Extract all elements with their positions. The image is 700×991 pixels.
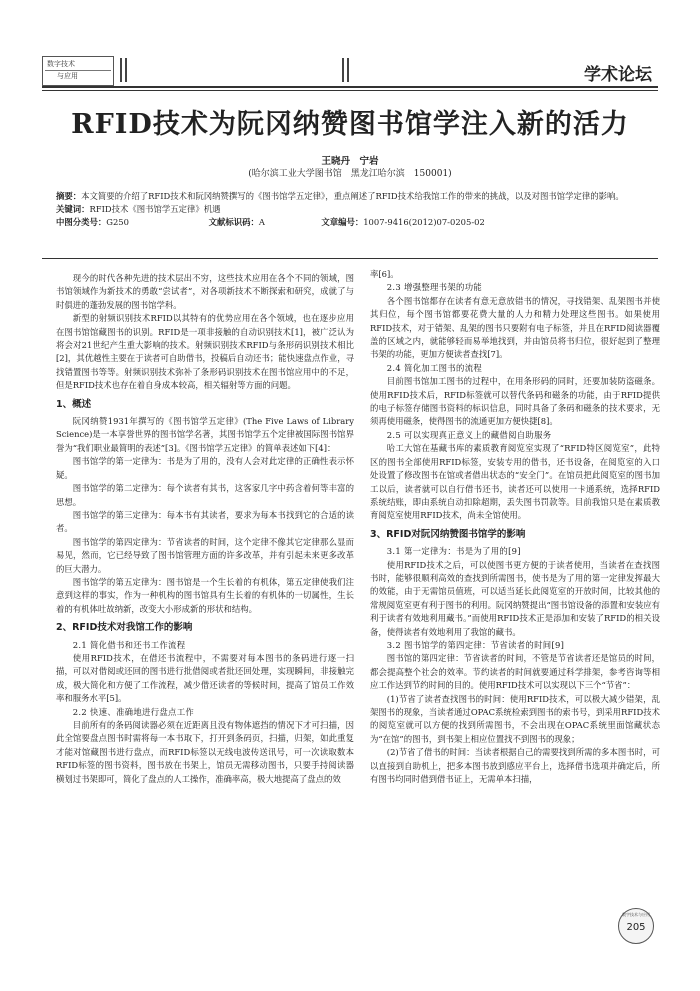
subsection-heading: 3.2 图书馆学的第四定律：节省读者的时间[9] <box>386 639 565 650</box>
paragraph: 目前图书馆加工图书的过程中，在用条形码的同时，还要加装防盗磁条。使用RFID技术后，RFID标签就可以替代条码和磁条的功能，由于RFID提供的电子标签存储图书资料的标识信息，同时具备了条码和磁条的技术要求，无须再使用磁条，使得图书的流通更加方便快捷[8]。 <box>370 376 660 427</box>
subsection-heading: 2.5 可以实现真正意义上的藏借阅自助服务 <box>386 429 552 440</box>
left-column <box>56 272 354 786</box>
subsection-heading: 2.1 简化借书和还书工作流程 <box>72 639 186 650</box>
paragraph: 使用RFID技术，在借还书流程中，不需要对每本图书的条码进行逐一扫描，可以对借阅或还回的图书进行批借阅或者批还回处理，实现瞬间，非接触完成，极大简化和方便了工作流程，减少借还读者的等候时间，提高了馆员工作效率和服务水平[5]。 <box>56 652 354 704</box>
paragraph: 图书馆学的第二定律为：每个读者有其书，这客家几字中药含着何等丰富的思想。 <box>56 483 354 507</box>
page-number-badge <box>618 908 654 944</box>
article-title: RFID技术为阮冈纳赞图书馆学注入新的活力 <box>71 109 629 140</box>
paragraph: 图书馆的第四定律：节省读者的时间，不管是节省读者还是馆员的时间，都会提高整个社会的效率。节约读者的时间就要通过科学排架，参考咨询等相应工作达到节约时间的目的。使用RFID技术可以实现以下三个“节省”： <box>370 653 660 691</box>
meta-divider <box>42 258 658 259</box>
right-column <box>370 268 660 786</box>
logo-line2: 与应用 <box>57 72 78 80</box>
header-rule <box>42 86 658 88</box>
paragraph: 哈工大馆在基藏书库的素质教育阅览室实现了“RFID特区阅览室”，此特区的图书全部使用RFID标签，安装专用的借书，还书设备，在阅览室的入口处设置了修改图书在馆或者借出状态的“安全门”。在馆员把此阅览室的图书加工以后，读者就可以自行借书还书，读者还可以使用一卡通系统，选择RFID系统结账，即由系统自动扣除超期，丢失图书罚款等。目前我馆只是在素质教育阅览室使用RFID技术，尚未全馆使用。 <box>370 443 660 521</box>
page-number: 205 <box>626 922 646 933</box>
section-heading: 1、概述 <box>56 398 92 410</box>
paragraph: 新型的射频识别技术RFID以其特有的优势应用在各个领域，也在逐步应用在图书馆馆藏图书的识别。RFID是一项非接触的自动识别技术[1]，被广泛认为将会对21世纪产生重大影响的技术。射频识别技术RFID与条形码识别技术相比[2]，其优越性主要在于读者可自助借书，投稿后自动还书；能快速盘点作业，寻找错置图书等等。射频识别技术弥补了条形码识别技术在图书馆应用中的不足，但是RFID技术也存在着自身成本较高，相关辐射等方面的问题。 <box>56 313 354 391</box>
paragraph: 目前所有的条码阅读器必须在近距离且没有物体遮挡的情况下才可扫描，因此全馆要盘点图书时需将每一本书取下，打开到条码页，扫描，归架，如此重复才能对馆藏图书进行盘点，而RFID标签以无线电波传送讯号，可一次读取数本RFID标签的图书资料，图书放在书架上，馆员无需移动图书，只要手持阅读器横划过书架即可，简化了盘点的人工操作，准确率高，极大地提高了盘点的效 <box>56 720 354 784</box>
keywords: 关键词：RFID技术《图书馆学五定律》机遇 <box>56 204 221 214</box>
classification-row: 中图分类号：G250 文献标识码：A 文章编号：1007-9416(2012)07-0205-02 <box>56 217 485 227</box>
subsection-heading: 3.1 第一定律为：书是为了用的[9] <box>386 546 521 557</box>
logo-line1: 数字技术 <box>47 60 75 68</box>
authors: 王晓丹 宁岩 <box>321 156 379 167</box>
paragraph: 各个图书馆都存在读者有意无意放错书的情况，寻找错架、乱架图书并使其归位，每个图书馆都要花费大量的人力和精力处理这些图书。如果使用RFID技术，对于错架、乱架的图书只要附有电子标签，并且在RFID阅读器覆盖的区域之内，就能够轻而易举地找到，并由馆员将书归位，很好起到了整理书架的功能，更加方便读者查找[7]。 <box>370 295 660 360</box>
paragraph: 使用RFID技术之后，可以使图书更方便的于读者使用，当读者在查找图书时，能够很顺利高效的查找到所需图书，使书是为了用的第一定律发挥最大的效能，由于无需馆员值班，可以适当延长此阅览室的开放时间，比较其他的常规阅览室更有利于图书的利用。阮冈纳赞提出“图书馆设备的添置和安装应有利于读者有效地利用藏书。”而使用RFID技术正是添加和安装了RFID的相关设备，使得读者有效地利用了我馆的藏书。 <box>370 559 660 637</box>
paragraph: 图书馆学的第三定律为：每本书有其读者，要求为每本书找到它的合适的读者。 <box>56 509 354 534</box>
subsection-heading: 2.2 快速、准确地进行盘点工作 <box>72 706 195 717</box>
affiliation: (哈尔滨工业大学图书馆 黑龙江哈尔滨 150001) <box>248 169 452 179</box>
paragraph: (1)节省了读者查找图书的时间：使用RFID技术，可以极大减少错架，乱架图书的现象，当读者通过OPAC系统检索到图书的索书号，到采用RFID技术的阅览室就可以方便的找到所需图书，不会出现在OPAC系统里面馆藏状态为“在馆”的图书，到书架上相应位置找不到图书的现象； <box>370 693 660 744</box>
badge-text: 数字技术与应用 <box>622 912 650 917</box>
paragraph: 阮冈纳赞1931年撰写的《图书馆学五定律》(The Five Laws of Library Science)是一本享誉世界的图书馆学名著，其图书馆学五个定律被国际图书馆界誉为“我们职业最简明的表述”[3]。《图书馆学五定律》的简单表述如下[4]： <box>56 416 354 453</box>
paragraph: 图书馆学的第一定律为：书是为了用的，没有人会对此定律的正确性表示怀疑。 <box>56 456 354 480</box>
paragraph: 率[6]。 <box>370 269 399 279</box>
paragraph: 图书馆学的第五定律为：图书馆是一个生长着的有机体，第五定律使我们注意到这样的事实，作为一种机构的图书馆具有生长着的有机体的一切属性，生长着的有机体吐故纳新，改变大小形成新的形状和结构。 <box>56 576 354 614</box>
section-heading: 3、RFID对阮冈纳赞图书馆学的影响 <box>370 528 526 540</box>
paragraph: (2)节省了借书的时间：当读者根据自己的需要找到所需的多本图书时，可以直接到自助机上，把多本图书放到感应平台上，选择借书选项并确定后，所有图书均同时借到借书证上，无需单本扫描， <box>370 747 660 785</box>
paragraph: 现今的时代各种先进的技术层出不穷，这些技术应用在各个不同的领域，图书馆领域作为新技术的勇敢“尝试者”，对各项新技术不断探索和研究，成就了与时俱进的蓬勃发展的图书馆学科。 <box>56 273 354 310</box>
header-rule-thin <box>42 90 658 91</box>
article-meta <box>56 190 648 229</box>
paragraph: 图书馆学的第四定律为：节省读者的时间，这个定律不像其它定律那么显而易见，然而，它已经导致了图书馆管理方面的许多改革，并有引起未来更多改革的巨大潜力。 <box>56 536 354 574</box>
section-label: 学术论坛 <box>584 65 652 85</box>
subsection-heading: 2.3 增强整理书架的功能 <box>386 282 483 293</box>
section-heading: 2、RFID技术对我馆工作的影响 <box>56 622 193 634</box>
journal-logo <box>42 56 114 86</box>
subsection-heading: 2.4 简化加工图书的流程 <box>386 362 483 373</box>
abstract: 摘要：本文简要的介绍了RFID技术和阮冈纳赞撰写的《图书馆学五定律》，重点阐述了RFID技术给我馆工作的带来的挑战，以及对图书馆学定律的影响。 <box>56 191 624 201</box>
